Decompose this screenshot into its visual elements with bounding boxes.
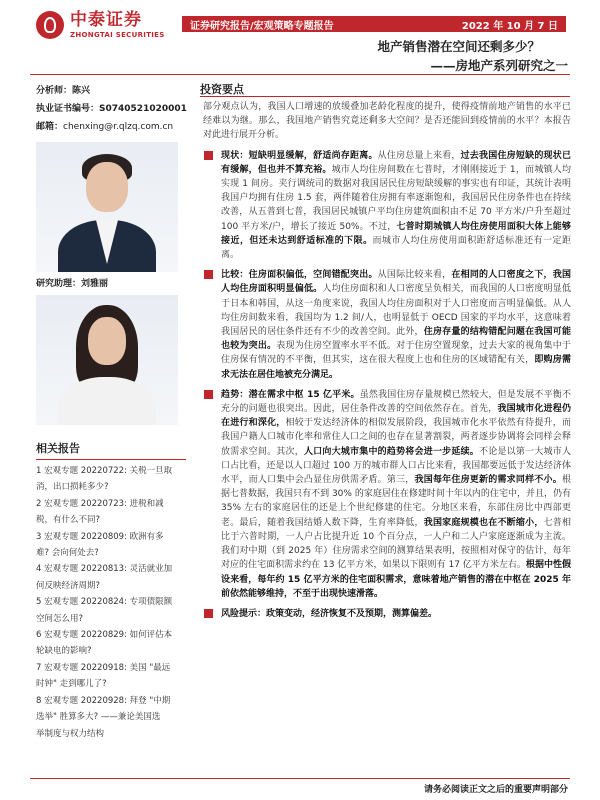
analyst-name-label: 分析师：	[36, 86, 73, 96]
point-text: 从国际比较来看，	[377, 270, 452, 281]
related-report-line[interactable]: 空间怎么用?	[36, 613, 84, 624]
related-report-line[interactable]: 时钟" 走到哪儿了?	[36, 679, 107, 690]
point-emphasis: 过去我国住房短缺的现状已有缓解，但也并不算充裕。	[221, 150, 571, 175]
related-report-line[interactable]: 4 宏观专题 20220813: 灵活就业加	[36, 564, 173, 575]
point-emphasis: 我国每年住房更新的需求同样不小。	[414, 475, 562, 486]
report-date: 2022 年 10 月 7 日	[461, 20, 558, 32]
related-report-line[interactable]: 5 宏观专题 20220824: 专项债限额	[36, 597, 173, 608]
analyst-info	[36, 82, 186, 425]
related-report-line[interactable]: 8 宏观专题 20220928: 拜登 "中期	[36, 695, 171, 706]
point-text: 不论是以第一大城市人口占比看，还是以人口超过 100 万的城市群人口占比来看，我国都要远低于发达经济体水平，而人口集中会凸显住房供需矛盾。第三，	[221, 446, 571, 486]
related-report-line[interactable]: 税，有什么不同?	[36, 515, 101, 526]
point-text: 相较于发达经济体的相似发展阶段，我国城市化水平依然有待提升，而我国户籍人口城市化率和常住人口之间的也存在显著割裂，两者逐步协调将会同样会释放需求空间。其次，	[221, 418, 571, 457]
logo-cn-text: 中泰证券	[70, 9, 142, 30]
related-report-line[interactable]: 选举" 胜算多大? ——兼论美国选	[36, 712, 161, 723]
section-title: 投资要点	[200, 83, 244, 96]
point-comparison	[203, 268, 571, 382]
section-divider	[200, 96, 570, 97]
photo-face	[88, 317, 126, 365]
logo-en-text: ZHONGTAI SECURITIES	[70, 30, 165, 39]
company-logo	[36, 8, 186, 42]
point-emphasis: 我国城市化进程仍在进行和深化，	[221, 404, 571, 429]
point-heading: 现状：短缺明显缓解，舒适尚存距离。	[221, 150, 378, 161]
assistant-line	[36, 276, 186, 289]
point-emphasis: 我国家庭规模也在不断缩小，	[423, 517, 544, 528]
analyst-cert-line	[36, 100, 186, 118]
related-report-line[interactable]: 7 宏观专题 20220918: 美国 "最远	[36, 662, 171, 673]
point-emphasis: 在相同的人口密度之下，我国人均住房面积明显偏低。	[221, 270, 571, 295]
square-bullet-icon	[204, 270, 213, 279]
related-report-line[interactable]: 何反映经济周期?	[36, 580, 101, 591]
related-report-line[interactable]: 消，出口损耗多少?	[36, 482, 109, 493]
point-text: 城市人均住房间数在七普时，才刚刚接近于 1，而城镇人均实现 1 间房。夹行调统司的数据对我国居民住房短缺缓解的事实也有印证，其统计表明我国户均拥有住房 1.5 套，两伴随着住房拥有率逐渐饱和，我国居民住房条件也在持续改善，从五普到七普，我国居民城镇户平均住房建筑面积由不足 70 平方米/户升至超过 100 平方米/户，增长了接近 50%。不过，	[221, 164, 571, 232]
point-text: 七普相比于六普时期，一人户占比提升近 10 个百分点，一人户和二人户家庭逐渐成为主流。我们对中期（到 2025 年）住房需求空间的测算结果表明，按照相对保守的估计，每年对应的住宅面积需求约在 13 亿平方米，如果以下限则有 17 亿平方米左右。	[221, 517, 571, 571]
point-trend	[203, 388, 571, 601]
assistant-photo	[36, 295, 178, 425]
zhongtai-logo-icon	[36, 11, 64, 39]
point-text: 人均住房面积和人口密度呈负相关，而我国的人口密度明显低于日本和韩国，从这一角度来说，我国人均住房面积对于人口密度而言明显偏低。从人均住房间数来看，我国均为 1.2 间/人，也明显低于 OECD 国家的平均水平，这意味着我国居民的居住条件还有不少的改善空间。此外，	[221, 284, 571, 338]
footer-disclaimer: 请务必阅读正文之后的重要声明部分	[423, 785, 568, 795]
report-title: 地产销售潜在空间还剩多少？	[377, 39, 540, 54]
analyst-email-line	[36, 118, 186, 136]
intro-paragraph: 部分观点认为，我国人口增速的放缓叠加老龄化程度的提升，使得疫情前地产销售的水平已经难以为继。那么，我国地产销售究竟还剩多大空间？是否还能回到疫情前的水平？本报告对此进行展开分析。	[203, 102, 571, 141]
photo-body	[58, 377, 156, 425]
assistant-name: 刘雅丽	[81, 279, 109, 289]
point-emphasis: 人口向大城市集中的趋势将会进一步延续。	[303, 446, 480, 457]
square-bullet-icon	[204, 390, 213, 399]
point-text: 根据七普数据，我国只有不到 30% 的家庭居住在修建时间十年以内的住宅中，并且，仍有 35% 左右的家庭居住的还是上个世纪修建的住宅。分地区来看，东部住房比中西部更老。最后，随着我国结婚人数下降，生育率降低，	[221, 475, 571, 528]
related-report-line[interactable]: 2 宏观专题 20220723: 进税和减	[36, 498, 164, 509]
analyst-name-line	[36, 82, 186, 100]
point-text: 从住房总量上来看，	[377, 150, 461, 161]
point-emphasis: 即购房需求无法在居住地被充分满足。	[221, 355, 571, 380]
point-heading: 趋势：潜在需求中枢 15 亿平米。	[221, 389, 360, 400]
analyst-name: 陈兴	[72, 86, 91, 96]
related-report-line[interactable]: 举制度与权力结构	[36, 728, 105, 739]
point-text: 而城市人均住房使用面积距舒适标准还有一定距离。	[221, 235, 571, 261]
analyst-cert: S0740521020001	[99, 104, 187, 114]
point-emphasis: 根据中性假设来看，每年约 15 亿平方米的住宅面积需求，意味着地产销售的潜在中枢在 2025 年前依然能够维持，不至于出现快速滑落。	[221, 560, 571, 599]
analyst-photo	[36, 142, 178, 272]
point-risk	[203, 607, 571, 621]
report-category-bar	[182, 16, 566, 32]
report-subtitle: ——房地产系列研究之一	[430, 58, 568, 73]
point-emphasis: 七普时期城镇人均住房使用面积大体上能够接近，但还未达到舒适标准的下限。	[221, 221, 571, 246]
footer-divider	[30, 778, 570, 779]
report-category: 证券研究报告/宏观策略专题报告	[190, 20, 334, 32]
assistant-label: 研究助理：	[36, 279, 82, 289]
related-report-line[interactable]: 1 宏观专题 20220722: 关税一旦取	[36, 466, 173, 476]
related-reports-list	[36, 463, 186, 742]
main-content	[203, 100, 571, 627]
related-report-line[interactable]: 轮缺电的影响?	[36, 646, 92, 657]
related-reports-heading: 相关报告	[36, 440, 186, 460]
square-bullet-icon	[204, 151, 213, 160]
point-text: 虽然我国住房存量规模已然较大，但是发展不平衡不充分的问题也很突出。因此，居住条件改善的空间依然存在。首先，	[221, 389, 571, 415]
risk-text: 政策变动，经济恢复不及预期，测算偏差。	[266, 608, 438, 619]
related-report-line[interactable]: 3 宏观专题 20220809: 欧洲有多	[36, 531, 164, 542]
point-text: 表现为住房空置率水平不低。对于住房空置现象，过去大家的视角集中于住房保有情况的不平衡，但其实，这在很大程度上也和住房的区域错配有关，	[221, 341, 571, 366]
risk-heading: 风险提示：	[221, 608, 267, 619]
photo-face	[86, 162, 128, 212]
square-bullet-icon	[204, 609, 213, 618]
analyst-cert-label: 执业证书编号：	[36, 104, 100, 114]
header-divider	[30, 74, 570, 75]
analyst-email[interactable]: chenxing@r.qlzq.com.cn	[63, 122, 174, 132]
analyst-email-label: 邮箱：	[36, 122, 64, 132]
related-report-line[interactable]: 6 宏观专题 20220829: 如何评估本	[36, 630, 173, 641]
point-emphasis: 住房存量的结构错配问题在我国可能也较为突出。	[221, 327, 571, 352]
point-heading: 比较：住房面积偏低，空间错配突出。	[221, 270, 378, 281]
point-current-status	[203, 149, 571, 263]
related-report-line[interactable]: 难? 会向何处去?	[36, 548, 99, 559]
